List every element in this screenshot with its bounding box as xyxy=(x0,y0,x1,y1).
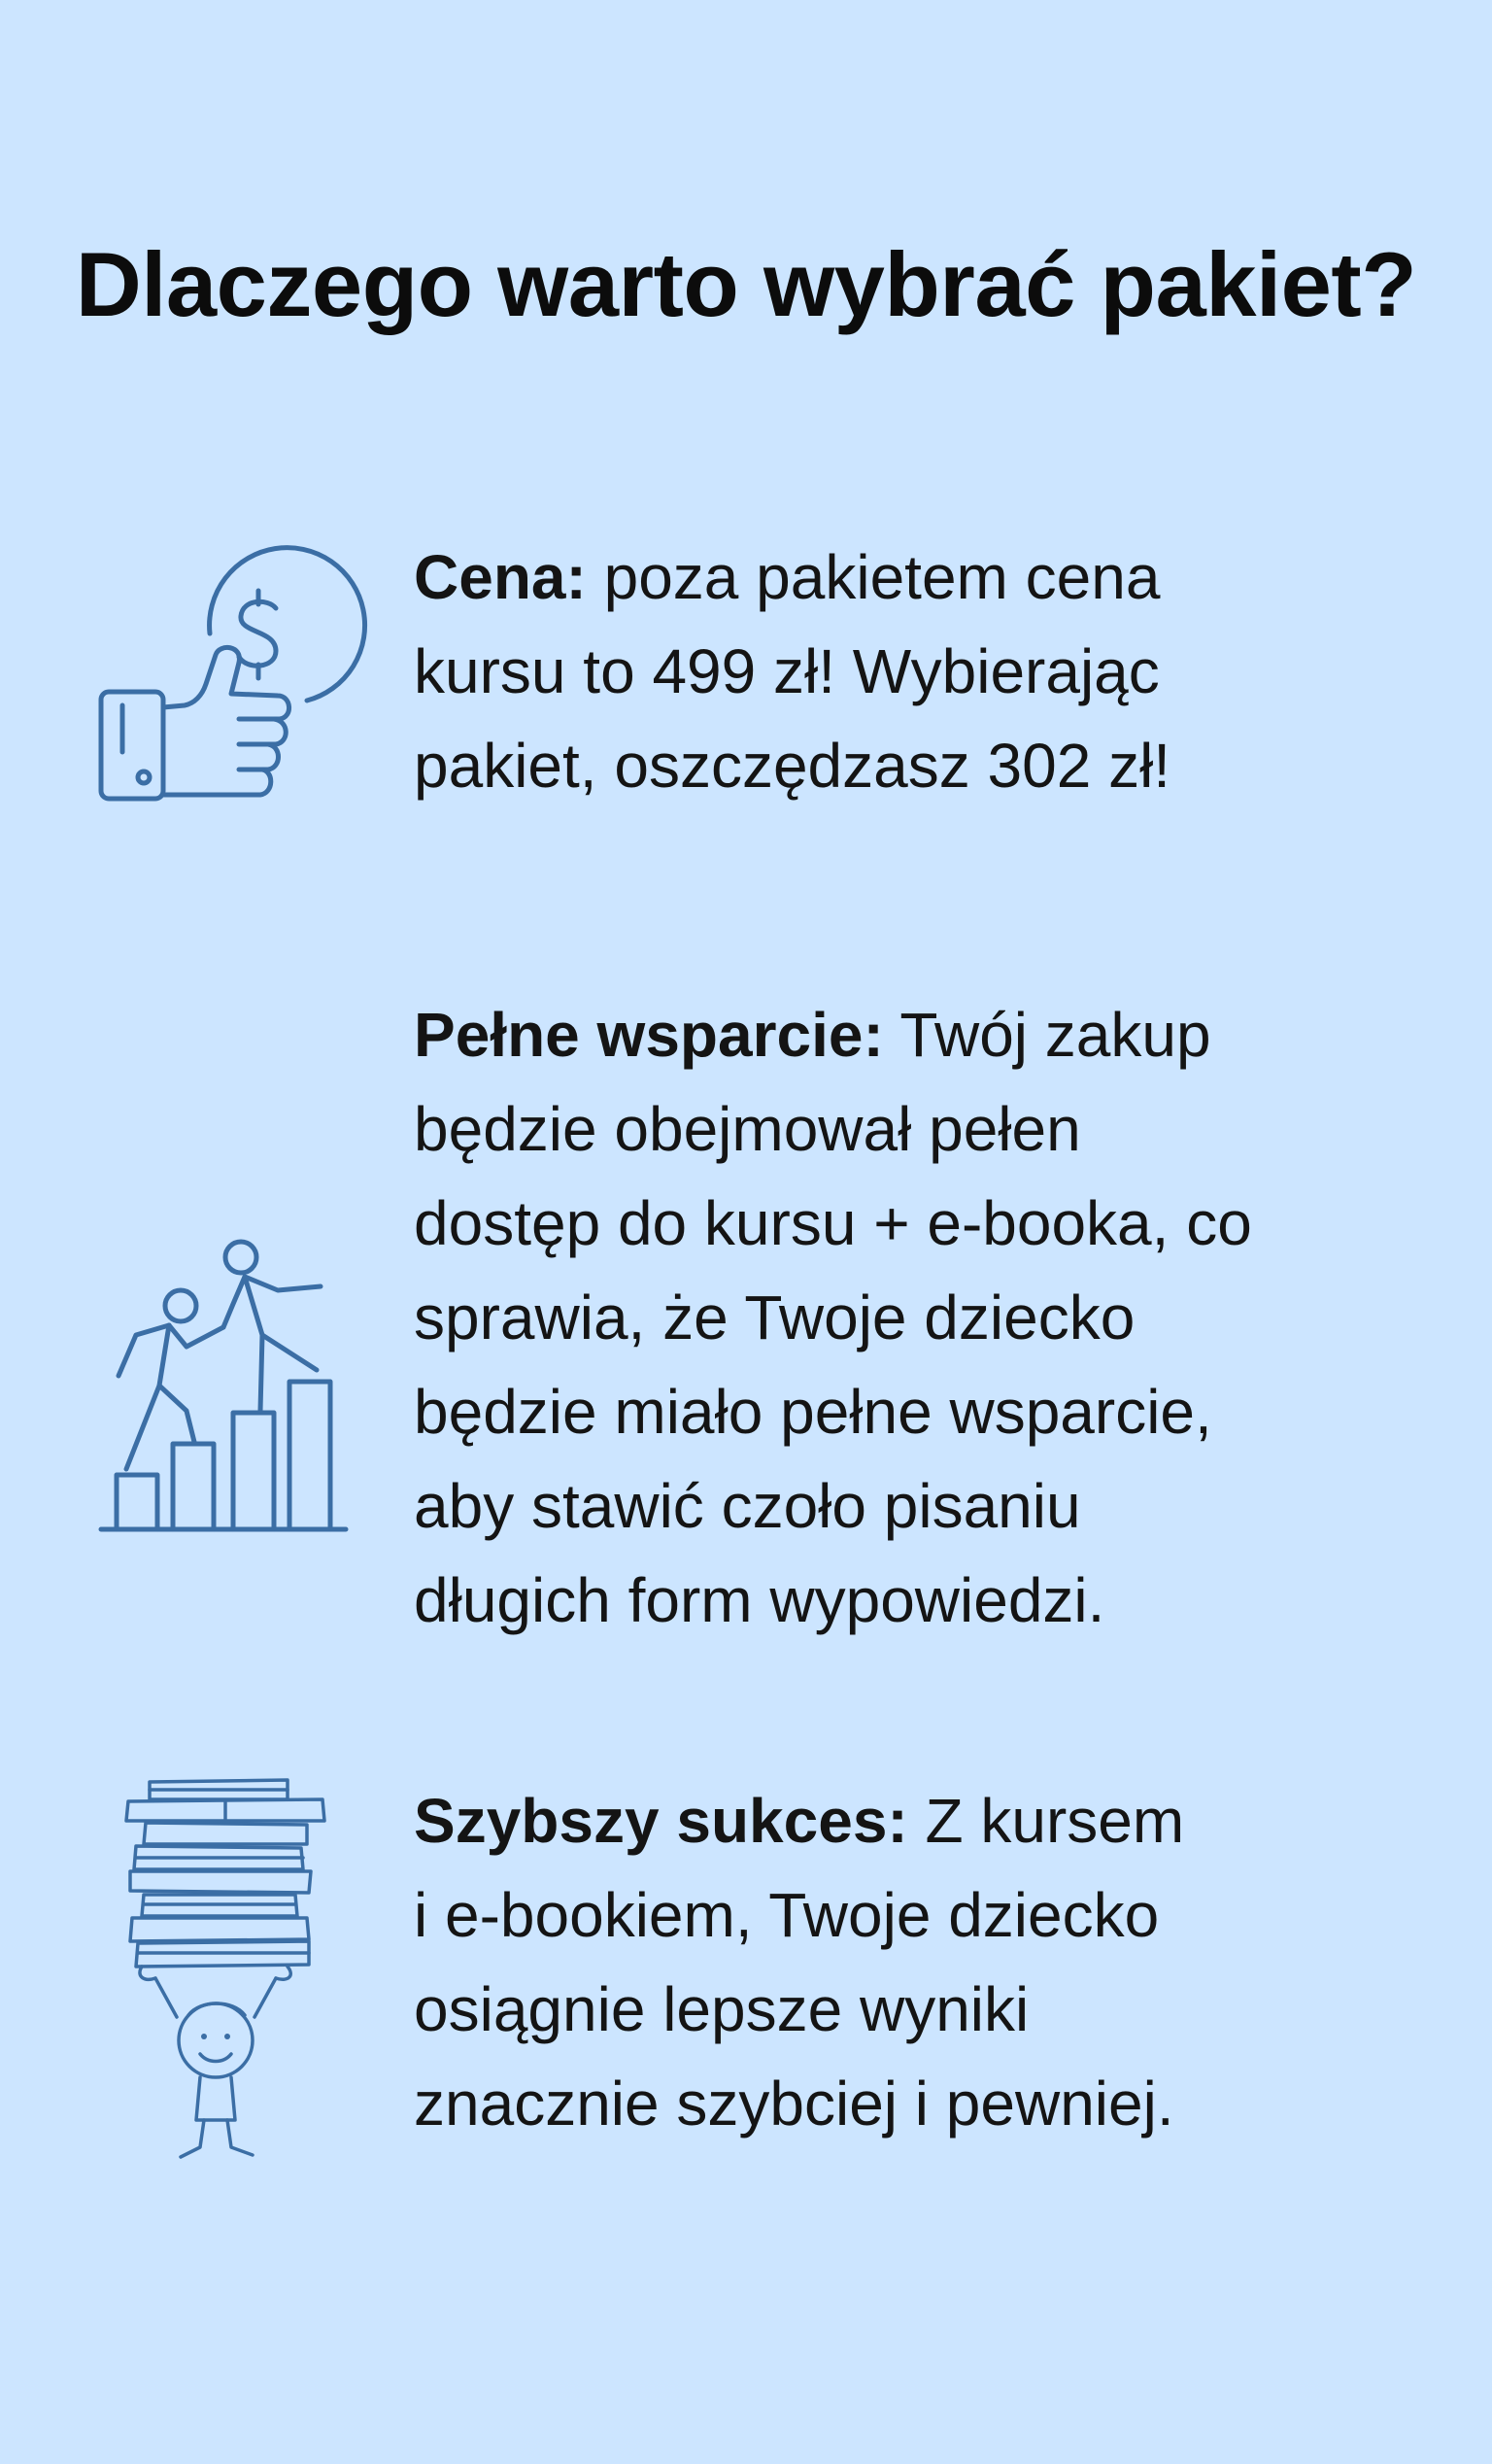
page-title: Dlaczego warto wybrać pakiet? xyxy=(75,233,1417,335)
feature-success-text: Szybszy sukces: Z kursem i e-bookiem, Twoje dziecko osiągnie lepsze wyniki znacznie szybciej i pewniej. xyxy=(414,1786,1185,2139)
feature-support-text: Pełne wsparcie: Twój zakup będzie obejmował pełen dostęp do kursu + e-booka, co sprawia, że Twoje dziecko będzie miało pełne wsparcie, aby stawić czoło pisaniu długich form wypowiedzi. xyxy=(414,1000,1252,1635)
child-with-books-icon xyxy=(117,1774,340,2163)
feature-label: Szybszy sukces: xyxy=(414,1786,908,1856)
climbing-help-icon xyxy=(97,1240,356,1537)
feature-price-text: Cena: poza pakietem cena kursu to 499 zł! Wybierając pakiet, oszczędzasz 302 zł! xyxy=(414,542,1171,801)
feature-label: Pełne wsparcie: xyxy=(414,1000,884,1070)
thumbs-up-dollar-icon xyxy=(97,562,356,804)
feature-label: Cena: xyxy=(414,542,587,612)
